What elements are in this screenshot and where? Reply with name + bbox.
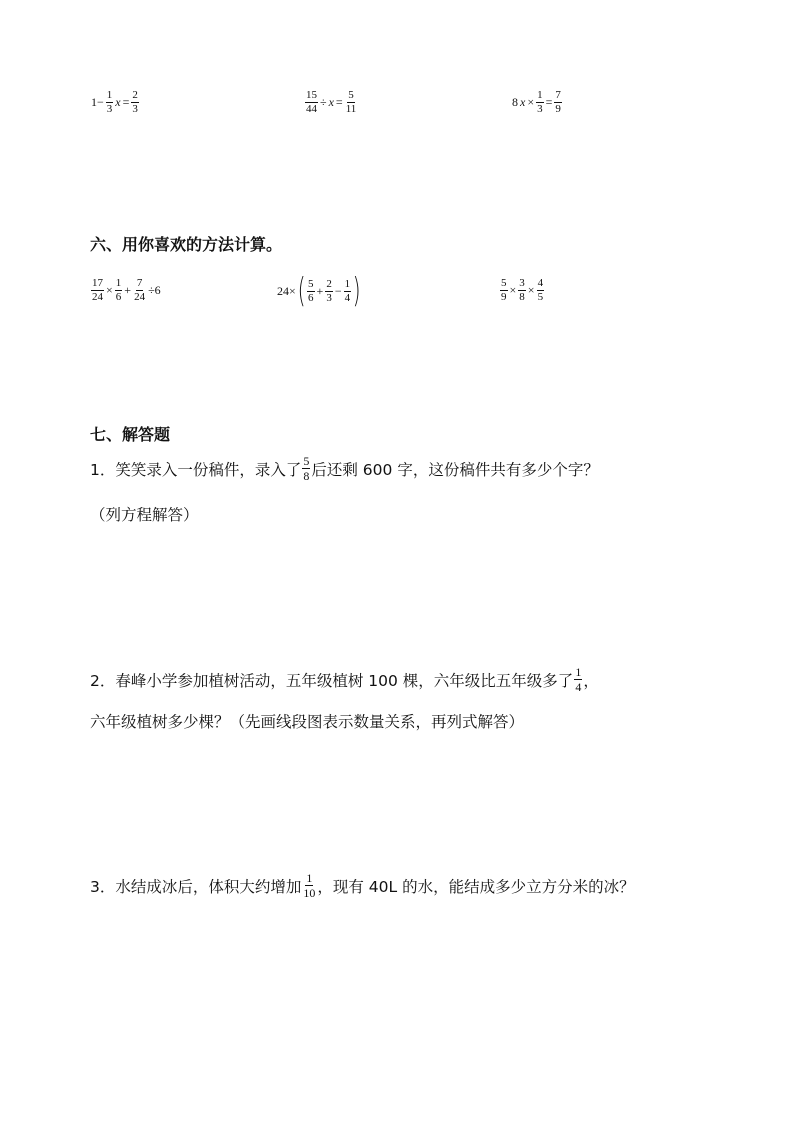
- fraction: $\frac{1}{6}$: [115, 277, 122, 303]
- calc-expression-3: $\frac{5}{9}$ × $\frac{3}{8}$ × $\frac{4}{5}$: [501, 277, 544, 303]
- problem-3: 3．水结成冰后，体积大约增加 $\frac{1}{10}$ ，现有 40L 的水，能结成多少立方分米的冰？: [90, 871, 635, 900]
- fraction: $\frac{1}{4}$: [575, 665, 582, 694]
- fraction: $\frac{2}{3}$: [326, 277, 332, 304]
- fraction: $\frac{15}{44}$: [306, 89, 317, 115]
- fraction: $\frac{5}{6}$: [308, 277, 314, 304]
- problem-1: 1．笑笑录入一份稿件，录入了 $\frac{5}{8}$ 后还剩 600 字，这份稿件共有多少个字？: [90, 454, 599, 483]
- fraction: $\frac{3}{8}$: [519, 277, 525, 303]
- fraction: $\frac{7}{24}$: [134, 277, 146, 303]
- fraction: $\frac{7}{9}$: [555, 89, 561, 115]
- problem-2-line2: 六年级植树多少棵？（先画线段图表示数量关系，再列式解答）: [90, 713, 525, 731]
- fraction: $\frac{17}{24}$: [92, 277, 103, 303]
- right-paren: ): [352, 271, 361, 311]
- section6-title: 六、用你喜欢的方法计算。: [90, 235, 283, 254]
- problem-1-note: （列方程解答）: [90, 506, 199, 524]
- equation-2: $\frac{15}{44}$ ÷ x = $\frac{5}{11}$: [306, 89, 357, 115]
- calc-expression-1: $\frac{17}{24}$ × $\frac{1}{6}$ + $\frac{7}{24}$ ÷6: [92, 277, 161, 303]
- equation-1: 1− $\frac{1}{3}$ x = $\frac{2}{3}$: [91, 89, 138, 115]
- fraction: $\frac{1}{3}$: [106, 89, 113, 115]
- left-paren: (: [297, 271, 306, 311]
- fraction: $\frac{5}{8}$: [303, 454, 310, 483]
- fraction: $\frac{4}{5}$: [537, 277, 544, 303]
- problem-2: 2．春峰小学参加植树活动，五年级植树 100 棵，六年级比五年级多了 $\frac{1}{4}$ ，: [90, 665, 599, 694]
- fraction: $\frac{1}{10}$: [303, 871, 316, 900]
- fraction: $\frac{1}{4}$: [344, 277, 351, 304]
- fraction: $\frac{5}{11}$: [345, 89, 357, 115]
- fraction: $\frac{2}{3}$: [132, 89, 138, 115]
- fraction: $\frac{1}{3}$: [537, 89, 543, 115]
- equation-3: 8 x × $\frac{1}{3}$ = $\frac{7}{9}$: [512, 89, 561, 115]
- calc-expression-2: 24× ( $\frac{5}{6}$ + $\frac{2}{3}$ − $\frac{1}{4}$ ): [277, 271, 361, 311]
- section7-title: 七、解答题: [90, 425, 171, 444]
- fraction: $\frac{5}{9}$: [501, 277, 507, 303]
